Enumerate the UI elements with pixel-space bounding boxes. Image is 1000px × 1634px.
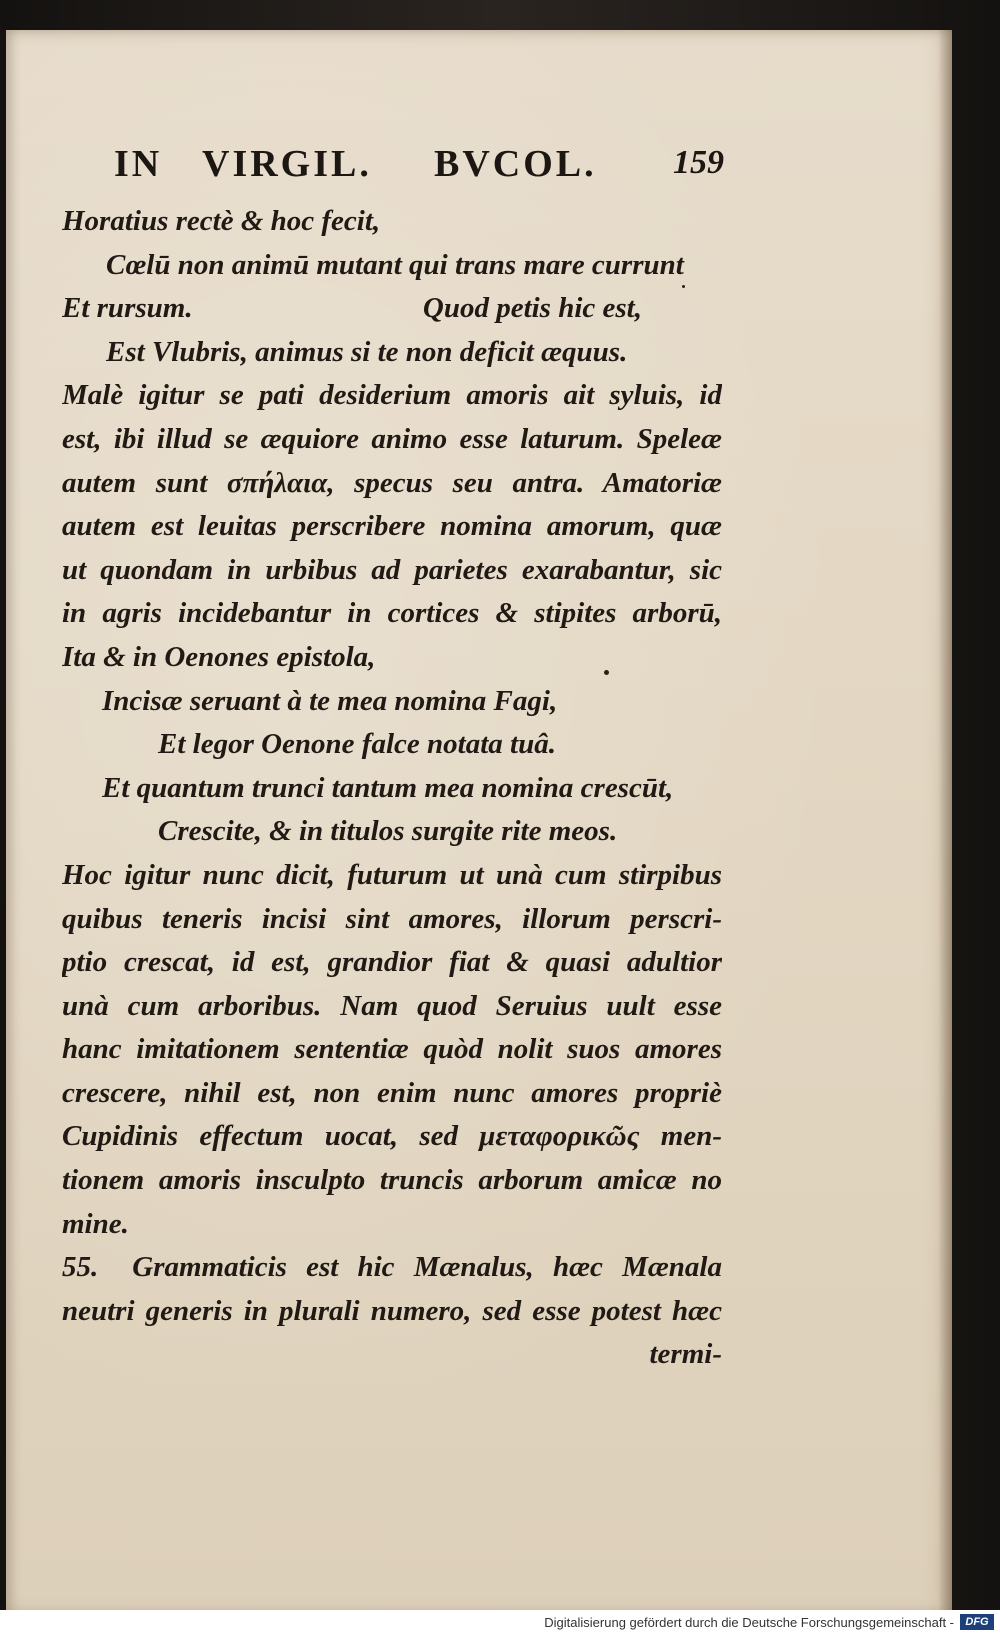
running-head-author: VIRGIL. bbox=[202, 143, 372, 185]
text-line: quibus teneris incisi sint amores, illorum perscri- bbox=[62, 902, 722, 935]
text-line: Malè igitur se pati desiderium amoris ait syluis, id bbox=[62, 379, 722, 412]
running-head-left: IN bbox=[114, 143, 163, 185]
text-line: Horatius rectè & hoc fecit, bbox=[62, 205, 381, 237]
text-line: neutri generis in plurali numero, sed esse potest hæc bbox=[62, 1294, 722, 1327]
text-line: crescere, nihil est, non enim nunc amores propriè bbox=[62, 1076, 722, 1109]
running-head bbox=[114, 142, 724, 192]
text-fragment: Et rursum. bbox=[62, 292, 193, 325]
note-text: Grammaticis est hic Mænalus, hæc Mænala bbox=[132, 1251, 722, 1284]
text-line: autem est leuitas perscribere nomina amorum, quæ bbox=[62, 510, 722, 543]
verse-fragment: Quod petis hic est, bbox=[422, 292, 642, 325]
verse-line: Crescite, & in titulos surgite rite meos. bbox=[158, 815, 618, 848]
text-line: tionem amoris insculpto truncis arborum amicæ no bbox=[62, 1164, 722, 1197]
text-line: ut quondam in urbibus ad parietes exarabantur, sic bbox=[62, 553, 722, 586]
running-head-work: BVCOL. bbox=[434, 143, 597, 185]
text-line: Hoc igitur nunc dicit, futurum ut unà cum stirpibus bbox=[62, 858, 722, 891]
text-line: ptio crescat, id est, grandior fiat & quasi adultior bbox=[62, 946, 722, 979]
text-line: Ita & in Oenones epistola, bbox=[62, 640, 376, 673]
footer-bar bbox=[0, 1610, 1000, 1634]
body-text bbox=[62, 200, 722, 1377]
verse-line: Et quantum trunci tantum mea nomina crescūt, bbox=[102, 771, 674, 804]
text-line: est, ibi illud se æquiore animo esse laturum. Speleæ bbox=[62, 422, 722, 455]
verse-line: Cœlū non animū mutant qui trans mare currunt bbox=[106, 248, 684, 281]
page-number: 159 bbox=[673, 144, 724, 181]
text-line bbox=[62, 287, 722, 331]
ink-speck bbox=[604, 670, 609, 675]
text-line: unà cum arboribus. Nam quod Seruius uult esse bbox=[62, 989, 722, 1022]
catchword: termi- bbox=[649, 1338, 722, 1371]
verse-line: Et legor Oenone falce notata tuâ. bbox=[158, 728, 556, 761]
dfg-logo: DFG bbox=[960, 1614, 994, 1630]
text-line: hanc imitationem sententiæ quòd nolit suos amores bbox=[62, 1033, 722, 1066]
text-line: Cupidinis effectum uocat, sed μεταφορικῶς men- bbox=[62, 1120, 722, 1153]
text-line: in agris incidebantur in cortices & stipites arborū, bbox=[62, 597, 722, 630]
book-page bbox=[6, 30, 952, 1615]
funding-notice: Digitalisierung gefördert durch die Deutsche Forschungsgemeinschaft - bbox=[544, 1615, 954, 1630]
text-line bbox=[62, 1246, 722, 1290]
verse-line: Est Vlubris, animus si te non deficit æquus. bbox=[106, 335, 628, 368]
verse-line: Incisæ seruant à te mea nomina Fagi, bbox=[102, 684, 558, 717]
text-line: mine. bbox=[62, 1207, 129, 1240]
note-number: 55. bbox=[62, 1251, 99, 1284]
text-line: autem sunt σπήλαια, specus seu antra. Amatoriæ bbox=[62, 466, 722, 499]
ink-speck bbox=[682, 285, 685, 288]
